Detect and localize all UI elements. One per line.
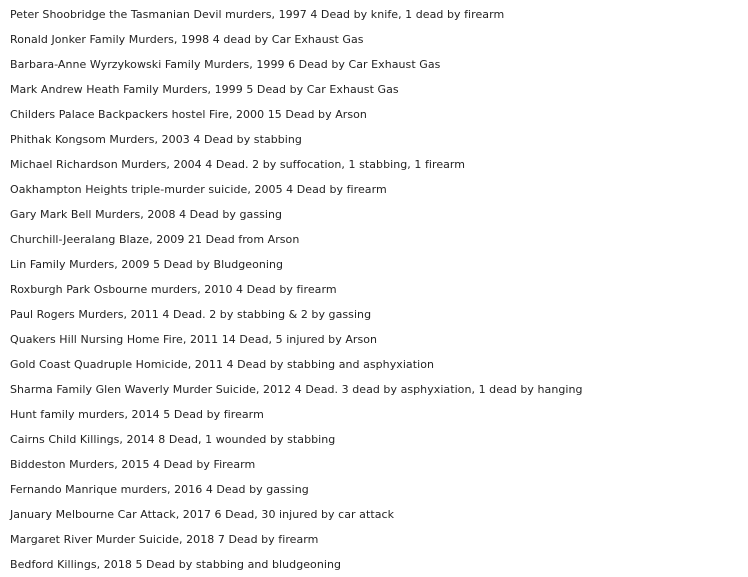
list-item: Michael Richardson Murders, 2004 4 Dead. 2 by suffocation, 1 stabbing, 1 firearm — [10, 158, 466, 171]
list-item: Childers Palace Backpackers hostel Fire, 2000 15 Dead by Arson — [10, 108, 367, 121]
list-item: Paul Rogers Murders, 2011 4 Dead. 2 by stabbing & 2 by gassing — [10, 308, 372, 321]
list-item: Lin Family Murders, 2009 5 Dead by Bludgeoning — [10, 258, 284, 271]
list-item: Cairns Child Killings, 2014 8 Dead, 1 wounded by stabbing — [10, 433, 336, 446]
list-item: Barbara-Anne Wyrzykowski Family Murders, 1999 6 Dead by Car Exhaust Gas — [10, 58, 441, 71]
list-item: Hunt family murders, 2014 5 Dead by firearm — [10, 408, 264, 421]
list-item: Quakers Hill Nursing Home Fire, 2011 14 Dead, 5 injured by Arson — [10, 333, 378, 346]
list-item: Peter Shoobridge the Tasmanian Devil murders, 1997 4 Dead by knife, 1 dead by firearm — [10, 8, 505, 21]
list-item: Gary Mark Bell Murders, 2008 4 Dead by gassing — [10, 208, 283, 221]
list-item: Sharma Family Glen Waverly Murder Suicide, 2012 4 Dead. 3 dead by asphyxiation, 1 dead by hanging — [10, 383, 583, 396]
list-item: January Melbourne Car Attack, 2017 6 Dead, 30 injured by car attack — [10, 508, 394, 521]
list-item: Phithak Kongsom Murders, 2003 4 Dead by stabbing — [10, 133, 302, 146]
list-item: Churchill-Jeeralang Blaze, 2009 21 Dead from Arson — [10, 233, 300, 246]
list-item: Oakhampton Heights triple-murder suicide, 2005 4 Dead by firearm — [10, 183, 387, 196]
list-item: Fernando Manrique murders, 2016 4 Dead by gassing — [10, 483, 309, 496]
list-item: Roxburgh Park Osbourne murders, 2010 4 Dead by firearm — [10, 283, 337, 296]
list-item: Gold Coast Quadruple Homicide, 2011 4 Dead by stabbing and asphyxiation — [10, 358, 434, 371]
list-item: Bedford Killings, 2018 5 Dead by stabbing and bludgeoning — [10, 558, 342, 571]
list-item: Ronald Jonker Family Murders, 1998 4 dead by Car Exhaust Gas — [10, 33, 364, 46]
list-item: Biddeston Murders, 2015 4 Dead by Firearm — [10, 458, 256, 471]
list-item: Mark Andrew Heath Family Murders, 1999 5 Dead by Car Exhaust Gas — [10, 83, 399, 96]
list-item: Margaret River Murder Suicide, 2018 7 Dead by firearm — [10, 533, 319, 546]
